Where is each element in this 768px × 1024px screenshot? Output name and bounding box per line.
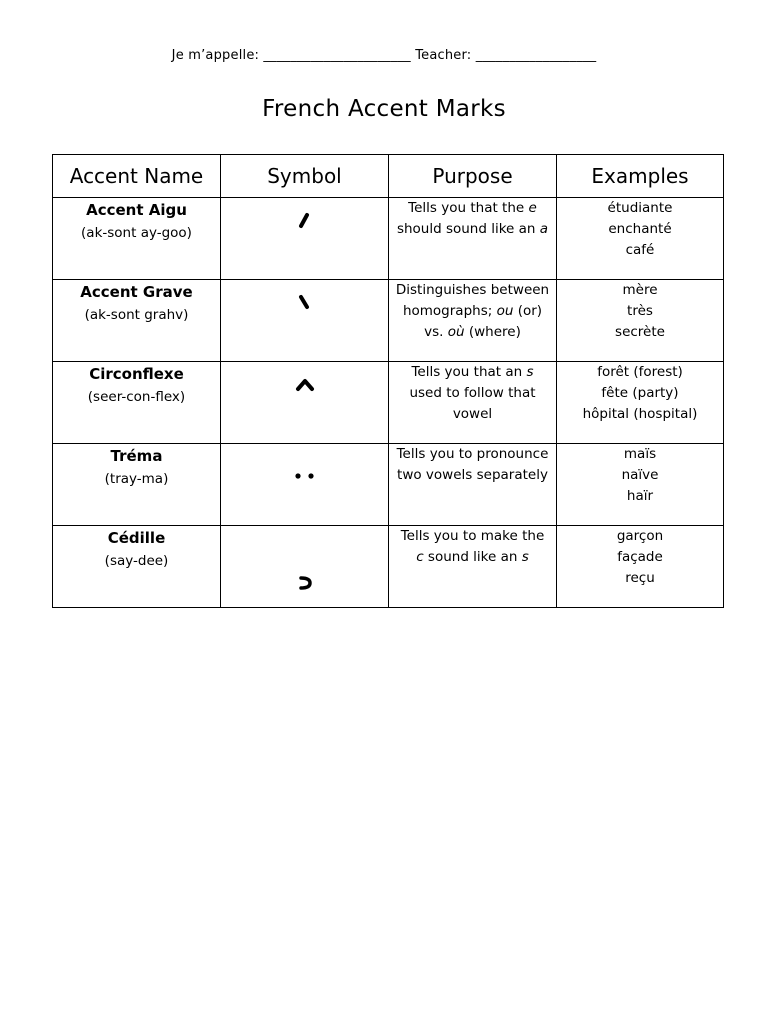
accent-pronunciation: (ak-sont ay-goo) bbox=[81, 225, 192, 241]
purpose-cell bbox=[389, 280, 557, 362]
example-word: étudiante bbox=[607, 200, 673, 216]
circumflex-icon bbox=[285, 362, 325, 402]
symbol-cell bbox=[221, 444, 389, 526]
teacher-field-label: Teacher: __________________ bbox=[415, 48, 597, 63]
accent-name: Circonflexe bbox=[89, 365, 184, 383]
accent-marks-table bbox=[52, 154, 724, 608]
column-header-symbol: Symbol bbox=[221, 155, 389, 198]
accent-pronunciation: (say-dee) bbox=[104, 553, 169, 569]
purpose-cell bbox=[389, 198, 557, 280]
accent-name: Accent Aigu bbox=[86, 201, 187, 219]
example-word: reçu bbox=[625, 570, 655, 586]
accent-name-cell bbox=[53, 198, 221, 280]
examples-cell bbox=[557, 444, 724, 526]
example-word: secrète bbox=[615, 324, 665, 340]
purpose-cell bbox=[389, 444, 557, 526]
acute-accent-icon bbox=[285, 198, 325, 238]
example-word: très bbox=[627, 303, 653, 319]
example-word: haïr bbox=[626, 488, 654, 504]
name-field-label: Je m’appelle: ______________________ bbox=[171, 48, 411, 63]
table-row bbox=[53, 362, 724, 444]
example-word: enchanté bbox=[608, 221, 672, 237]
purpose-text: Tells you that an s used to follow that vowel bbox=[409, 364, 536, 422]
example-word: façade bbox=[617, 549, 663, 565]
symbol-cell bbox=[221, 198, 389, 280]
example-word: fête (party) bbox=[601, 385, 679, 401]
example-word: garçon bbox=[616, 528, 664, 544]
table-row bbox=[53, 280, 724, 362]
table-row bbox=[53, 526, 724, 608]
cedilla-icon bbox=[285, 566, 325, 606]
examples-cell bbox=[557, 362, 724, 444]
example-word: mère bbox=[622, 282, 658, 298]
table-row bbox=[53, 198, 724, 280]
accent-name-cell bbox=[53, 444, 221, 526]
accent-name: Tréma bbox=[110, 447, 163, 465]
accent-pronunciation: (seer-con-flex) bbox=[87, 389, 186, 405]
examples-cell bbox=[557, 198, 724, 280]
accent-name-cell bbox=[53, 280, 221, 362]
accent-name: Accent Grave bbox=[80, 283, 193, 301]
column-header-examples: Examples bbox=[557, 155, 724, 198]
page-title: French Accent Marks bbox=[262, 96, 506, 122]
column-header-purpose: Purpose bbox=[389, 155, 557, 198]
purpose-text: Tells you to make the c sound like an s bbox=[400, 528, 545, 565]
purpose-text: Tells you that the e should sound like an a bbox=[396, 200, 549, 237]
accent-pronunciation: (tray-ma) bbox=[104, 471, 169, 487]
grave-accent-icon bbox=[285, 280, 325, 320]
symbol-cell bbox=[221, 280, 389, 362]
example-word: naïve bbox=[621, 467, 659, 483]
example-word: maïs bbox=[623, 446, 657, 462]
examples-cell bbox=[557, 526, 724, 608]
accent-name: Cédille bbox=[107, 529, 166, 547]
purpose-text: Tells you to pronounce two vowels separately bbox=[396, 446, 549, 483]
table-header-row bbox=[53, 155, 724, 198]
purpose-text: Distinguishes between homographs; ou (or) vs. où (where) bbox=[395, 282, 550, 340]
example-word: forêt (forest) bbox=[597, 364, 683, 380]
example-word: hôpital (hospital) bbox=[582, 406, 698, 422]
symbol-cell bbox=[221, 526, 389, 608]
examples-cell bbox=[557, 280, 724, 362]
symbol-cell bbox=[221, 362, 389, 444]
accent-name-cell bbox=[53, 362, 221, 444]
trema-icon bbox=[285, 452, 325, 492]
example-word: café bbox=[625, 242, 655, 258]
table-row bbox=[53, 444, 724, 526]
purpose-cell bbox=[389, 526, 557, 608]
column-header-accent-name: Accent Name bbox=[53, 155, 221, 198]
accent-pronunciation: (ak-sont grahv) bbox=[84, 307, 189, 323]
accent-name-cell bbox=[53, 526, 221, 608]
purpose-cell bbox=[389, 362, 557, 444]
worksheet-header bbox=[0, 48, 768, 63]
